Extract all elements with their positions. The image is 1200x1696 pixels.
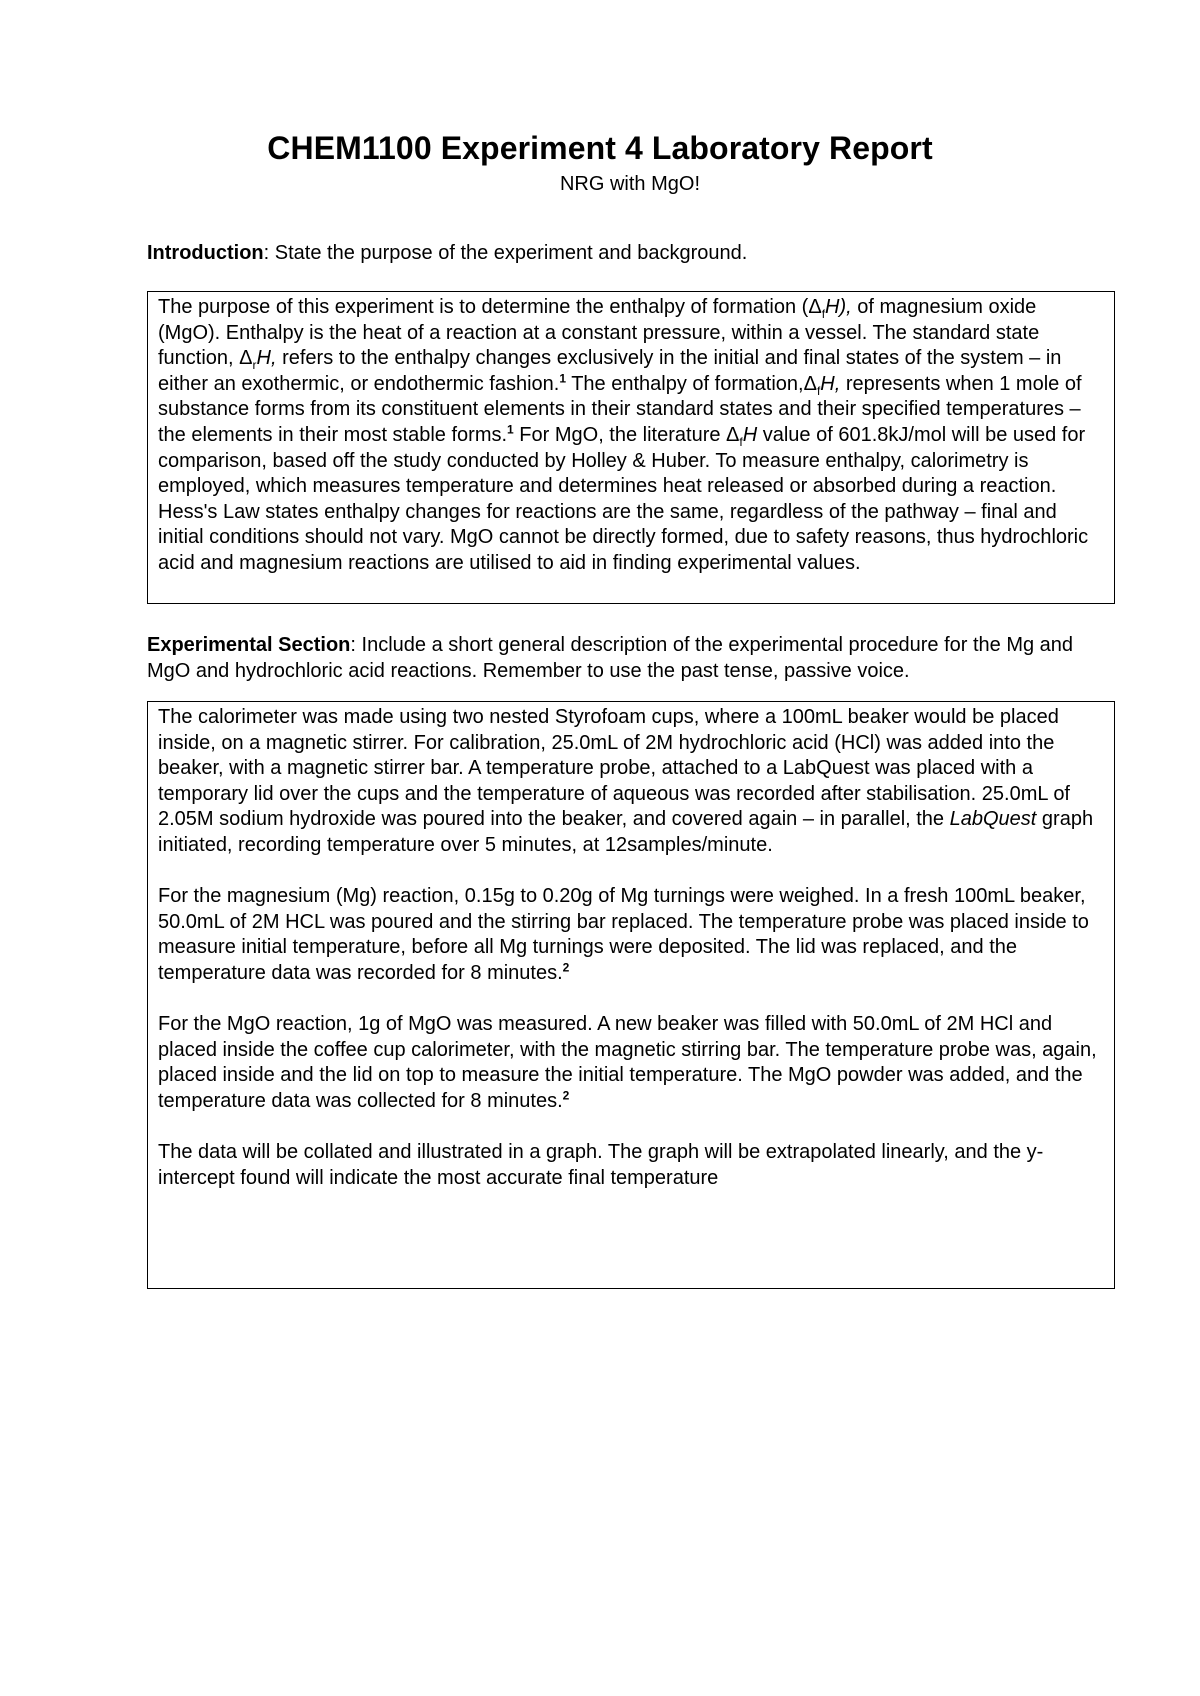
analysis-paragraph: The data will be collated and illustrated in a graph. The graph will be extrapolated linearly, and the y-intercept found will indicate the most accurate final temperature	[158, 1141, 1044, 1189]
experimental-prompt	[147, 632, 1107, 684]
citation-ref: 2	[562, 1088, 570, 1103]
experimental-heading: Experimental Section	[147, 634, 351, 656]
experimental-instruction: : Include a short general description of the experimental procedure for the Mg and MgO and hydrochloric acid reactions. Remember to use the past tense, passive voice.	[147, 634, 1074, 682]
introduction-answer-box	[147, 291, 1115, 604]
introduction-heading: Introduction	[147, 242, 264, 264]
introduction-paragraph: The purpose of this experiment is to determine the enthalpy of formation $(\Delta_fH)$, of magnesium oxide (MgO). Enthalpy is the heat of a reaction at a constant pressure, within a vessel. The standard state function, $\Delta_rH$, refers to the enthalpy changes exclusively in the initial and final states of the system – in either an exothermic, or endothermic fashion.$^1$ The enthalpy of $formation,\Delta_fH$, represents when 1 mole of substance forms from its constituent elements in their standard states and their specified temperatures – the elements in their most stable forms.$^1$ For MgO, the literature $\Delta_fH$ value of 601.8kJ/mol will be used for comparison, based off the study conducted by Holley & Huber. To measure enthalpy, calorimetry is employed, which measures temperature and determines heat released or absorbed during a reaction. Hess's Law states enthalpy changes for reactions are the same, regardless of the pathway – final and initial conditions should not vary. MgO cannot be directly formed, due to safety reasons, thus hydrochloric acid and magnesium reactions are utilised to aid in finding experimental values.	[158, 296, 1089, 574]
citation-ref: 2	[562, 960, 570, 975]
calibration-paragraph: The calorimeter was made using two nested Styrofoam cups, where a 100mL beaker would be placed inside, on a magnetic stirrer. For calibration, 25.0mL of 2M hydrochloric acid (HCl) was added into the beaker, with a magnetic stirrer bar. A temperature probe, attached to a LabQuest was placed with a temporary lid over the cups and the temperature of aqueous was recorded after stabilisation. 25.0mL of 2.05M sodium hydroxide was poured into the beaker, and covered again – in parallel, the LabQuest graph initiated, recording temperature over 5 minutes, at 12samples/minute.	[158, 706, 1094, 856]
introduction-instruction: : State the purpose of the experiment and background.	[263, 242, 748, 264]
delta-symbol: Δ	[239, 347, 253, 370]
introduction-prompt	[147, 240, 1107, 266]
report-title: CHEM1100 Experiment 4 Laboratory Report	[267, 130, 933, 166]
experimental-answer-box	[147, 701, 1115, 1289]
delta-symbol: Δ	[808, 296, 822, 318]
delta-symbol: Δ	[726, 423, 740, 446]
delta-symbol: Δ	[803, 372, 817, 395]
mgo-paragraph: For the MgO reaction, 1g of MgO was measured. A new beaker was filled with 50.0mL of 2M HCl and placed inside the coffee cup calorimeter, with the magnetic stirring bar. The temperature probe was, again, placed inside and the lid on top to measure the initial temperature. The MgO powder was added, and the temperature data was collected for 8 minutes.$^2$	[158, 1013, 1097, 1112]
magnesium-paragraph: For the magnesium (Mg) reaction, 0.15g to 0.20g of Mg turnings were weighed. In a fresh 100mL beaker, 50.0mL of 2M HCL was poured and the stirring bar replaced. The temperature probe was placed inside to measure initial temperature, before all Mg turnings were deposited. The lid was replaced, and the temperature data was recorded for 8 minutes.$^2$	[158, 885, 1089, 984]
citation-ref: 1	[559, 371, 567, 386]
citation-ref: 1	[507, 422, 514, 437]
report-subtitle: NRG with MgO!	[559, 173, 701, 195]
